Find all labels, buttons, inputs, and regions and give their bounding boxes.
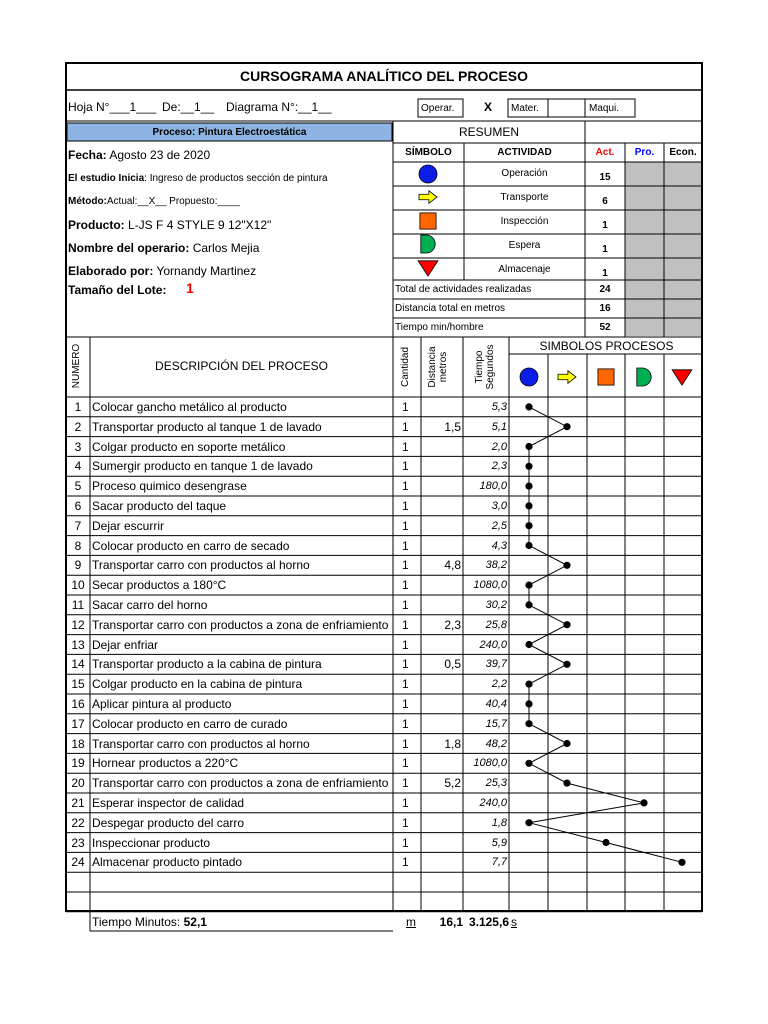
row-description: Almacenar producto pintado [92, 855, 243, 870]
row-quantity: 1 [402, 796, 409, 810]
row-number: 6 [74, 499, 82, 513]
tiempo-minutos-value: 52,1 [183, 915, 207, 929]
row-distance: 4,8 [444, 558, 461, 573]
row-description: Colocar gancho metálico al producto [92, 400, 287, 414]
flow-point [525, 463, 532, 470]
flow-point [525, 403, 532, 410]
hoja-number: Hoja N°___1___ [68, 100, 157, 114]
row-time: 25,8 [485, 618, 507, 631]
row-number: 17 [71, 716, 85, 731]
resumen-title: RESUMEN [458, 125, 519, 139]
row-time: 25,3 [485, 777, 507, 790]
row-description: Sumergir producto en tanque 1 de lavado [92, 459, 313, 474]
flow-point [525, 700, 532, 707]
row-description: Despegar producto del carro [92, 815, 245, 830]
estudio-label: El estudio Inicia [68, 173, 145, 184]
flow-point [678, 859, 685, 866]
row-time: 1080,0 [473, 579, 507, 592]
row-time: 5,1 [491, 420, 507, 433]
proceso-title: Proceso: Pintura Electroestática [152, 127, 307, 138]
row-number: 20 [71, 776, 85, 791]
row-quantity: 1 [402, 617, 409, 632]
flow-point [525, 601, 532, 608]
resumen-transport-arrow-icon [419, 191, 437, 204]
lote-label: Tamaño del Lote: [68, 283, 167, 297]
flow-point [525, 641, 532, 648]
flow-point [563, 780, 570, 787]
row-description: Transportar carro con productos a zona de enfriamiento [92, 617, 389, 632]
header-inspection-square-icon [598, 369, 614, 385]
resumen-total-value-0: 24 [599, 284, 611, 295]
operario-value: Carlos Mejia [192, 241, 260, 255]
row-time: 3,0 [491, 500, 507, 512]
row-quantity: 1 [402, 400, 409, 414]
row-description: Transportar carro con productos a zona de enfriamiento [92, 776, 389, 791]
row-number: 15 [71, 677, 85, 692]
row-quantity: 1 [402, 776, 409, 791]
distance-total: 16,1 [439, 915, 463, 929]
operar-label: Operar. [421, 103, 455, 114]
row-description: Dejar escurrir [92, 518, 165, 533]
row-quantity: 1 [402, 657, 409, 672]
row-distance: 2,3 [444, 617, 461, 632]
col-econ: Econ. [669, 147, 697, 158]
col-simbolo: SÍMBOLO [405, 147, 452, 158]
elaborado-value: Yornandy Martinez [156, 264, 257, 278]
flow-point [640, 799, 647, 806]
row-time: 30,2 [485, 599, 507, 611]
header-simbolos: SIMBOLOS PROCESOS [539, 339, 674, 353]
row-description: Colgar producto en la cabina de pintura [92, 677, 303, 692]
resumen-act-2: 1 [602, 220, 608, 231]
maqui-label: Maqui. [589, 103, 620, 114]
resumen-activity-1: Transporte [500, 192, 549, 203]
row-number: 9 [74, 558, 82, 573]
flow-point [525, 760, 532, 767]
header-distancia: Distancia metros [427, 346, 449, 388]
flow-point [563, 423, 570, 430]
row-time: 180,0 [479, 480, 507, 493]
chart-title: CURSOGRAMA ANALÍTICO DEL PROCESO [239, 68, 529, 84]
row-time: 40,4 [485, 698, 507, 710]
row-description: Inspeccionar producto [92, 835, 211, 850]
estudio-value: : Ingreso de productos sección de pintura [144, 173, 328, 184]
row-quantity: 1 [402, 855, 409, 870]
resumen-wait-d-icon [421, 235, 435, 253]
resumen-total-label-2: Tiempo min/hombre [395, 322, 484, 333]
row-number: 19 [71, 756, 85, 771]
row-time: 15,7 [485, 717, 507, 730]
row-time: 240,0 [479, 797, 507, 809]
flow-point [525, 522, 532, 529]
flow-point [525, 819, 532, 826]
flow-point [525, 443, 532, 450]
resumen-total-value-2: 52 [599, 322, 611, 333]
row-number: 7 [74, 518, 82, 533]
resumen-operation-circle-icon [419, 165, 437, 183]
resumen-activity-2: Inspección [500, 216, 549, 227]
resumen-total-label-0: Total de actividades realizadas [395, 284, 532, 295]
operar-mark: X [483, 100, 492, 114]
flow-point [602, 839, 609, 846]
producto-label: Producto: [68, 218, 125, 232]
operario-label: Nombre del operario: [68, 241, 190, 255]
row-description: Colocar producto en carro de secado [92, 538, 290, 553]
header-operation-circle-icon [520, 368, 538, 386]
row-time: 7,7 [491, 856, 507, 869]
row-description: Hornear productos a 220°C [92, 756, 239, 771]
resumen-act-1: 6 [602, 196, 608, 207]
row-distance: 5,2 [444, 776, 461, 791]
resumen-total-value-1: 16 [599, 303, 611, 314]
row-time: 2,5 [491, 519, 507, 532]
resumen-storage-triangle-icon [418, 261, 438, 276]
row-time: 2,3 [491, 460, 507, 473]
tiempo-minutos-label: Tiempo Minutos: [92, 915, 181, 929]
resumen-activity-0: Operación [501, 168, 548, 179]
header-numero: NUMERO [71, 343, 82, 389]
row-description: Aplicar pintura al producto [92, 697, 232, 711]
time-total: 3.125,6 [468, 915, 509, 929]
flow-point [525, 502, 532, 509]
mater-label: Mater. [511, 103, 539, 114]
row-quantity: 1 [402, 835, 409, 850]
flow-point [525, 582, 532, 589]
meters-unit: m [406, 915, 416, 929]
row-number: 24 [71, 855, 85, 870]
row-number: 13 [71, 637, 85, 652]
resumen-activity-3: Espera [508, 240, 541, 251]
row-time: 48,2 [485, 737, 507, 750]
row-quantity: 1 [402, 815, 409, 830]
metodo-label: Método: [68, 196, 107, 207]
row-description: Dejar enfriar [92, 637, 159, 652]
row-quantity: 1 [402, 697, 409, 711]
row-time: 38,2 [485, 559, 507, 572]
flow-point [563, 562, 570, 569]
row-quantity: 1 [402, 598, 409, 612]
row-quantity: 1 [402, 499, 409, 513]
seconds-unit: s [511, 915, 517, 929]
row-quantity: 1 [402, 479, 409, 494]
row-description: Esperar inspector de calidad [92, 796, 245, 810]
row-quantity: 1 [402, 677, 409, 692]
row-quantity: 1 [402, 756, 409, 771]
diagrama-number: Diagrama N°:__1__ [226, 100, 332, 114]
row-quantity: 1 [402, 518, 409, 533]
row-number: 22 [71, 815, 85, 830]
lote-value: 1 [186, 280, 194, 296]
row-quantity: 1 [402, 578, 409, 593]
metodo-value: Actual:__X__ Propuesto:____ [106, 196, 240, 207]
row-number: 12 [71, 617, 85, 632]
row-number: 5 [74, 479, 82, 494]
flow-point [525, 542, 532, 549]
resumen-inspection-square-icon [420, 213, 436, 229]
row-distance: 1,5 [444, 419, 461, 434]
row-quantity: 1 [402, 716, 409, 731]
row-description: Transportar producto a la cabina de pintura [92, 657, 322, 672]
row-number: 2 [74, 419, 82, 434]
row-description: Transportar carro con productos al horno [92, 558, 310, 573]
flow-point [563, 661, 570, 668]
row-description: Sacar carro del horno [92, 598, 208, 612]
row-quantity: 1 [402, 439, 409, 454]
row-number: 11 [71, 598, 85, 612]
row-distance: 0,5 [444, 657, 461, 672]
flow-point [563, 621, 570, 628]
row-number: 1 [74, 400, 82, 414]
row-description: Transportar carro con productos al horno [92, 736, 310, 751]
header-storage-triangle-icon [672, 370, 692, 385]
row-quantity: 1 [402, 459, 409, 474]
row-quantity: 1 [402, 419, 409, 434]
row-time: 2,2 [491, 678, 507, 691]
row-description: Colgar producto en soporte metálico [92, 439, 286, 454]
row-quantity: 1 [402, 637, 409, 652]
resumen-act-4: 1 [602, 268, 608, 279]
row-number: 10 [71, 578, 85, 593]
fecha-label: Fecha: [68, 148, 107, 162]
header-transport-arrow-icon [558, 371, 576, 384]
de-number: De:__1__ [162, 100, 215, 114]
row-distance: 1,8 [444, 736, 461, 751]
row-quantity: 1 [402, 736, 409, 751]
header-wait-d-icon [637, 368, 651, 386]
row-description: Secar productos a 180°C [92, 578, 227, 593]
row-time: 2,0 [491, 440, 507, 453]
flow-point [525, 720, 532, 727]
row-quantity: 1 [402, 558, 409, 573]
row-time: 5,9 [491, 836, 507, 849]
row-number: 14 [71, 657, 85, 672]
row-number: 16 [71, 697, 85, 711]
col-pro: Pro. [634, 147, 655, 158]
resumen-act-3: 1 [602, 244, 608, 255]
row-time: 1,8 [491, 816, 507, 829]
flow-point [525, 681, 532, 688]
row-number: 8 [74, 538, 82, 553]
fecha-value: Agosto 23 de 2020 [109, 148, 211, 162]
resumen-act-0: 15 [599, 172, 611, 183]
row-description: Sacar producto del taque [92, 499, 227, 513]
row-description: Transportar producto al tanque 1 de lavado [92, 419, 322, 434]
row-number: 21 [71, 796, 85, 810]
row-number: 4 [74, 459, 82, 474]
row-time: 240,0 [479, 638, 507, 651]
header-descripcion: DESCRIPCIÓN DEL PROCESO [155, 359, 328, 373]
row-description: Colocar producto en carro de curado [92, 716, 288, 731]
col-actividad: ACTIVIDAD [497, 147, 552, 158]
row-time: 4,3 [491, 539, 507, 552]
header-tiempo: Tiempo Segundos [474, 344, 496, 390]
header-cantidad: Cantidad [400, 346, 411, 388]
producto-value: L-JS F 4 STYLE 9 12"X12" [128, 218, 272, 232]
flow-point [525, 483, 532, 490]
elaborado-label: Elaborado por: [68, 264, 154, 278]
flow-point [563, 740, 570, 747]
row-time: 39,7 [485, 658, 507, 671]
row-description: Proceso quimico desengrase [92, 479, 247, 494]
row-time: 1080,0 [473, 757, 507, 770]
row-quantity: 1 [402, 538, 409, 553]
resumen-total-label-1: Distancia total en metros [395, 303, 506, 314]
row-number: 3 [74, 439, 82, 454]
resumen-activity-4: Almacenaje [498, 264, 551, 275]
row-number: 18 [71, 736, 85, 751]
row-number: 23 [71, 835, 85, 850]
row-time: 5,3 [491, 401, 507, 413]
col-act: Act. [595, 147, 615, 158]
